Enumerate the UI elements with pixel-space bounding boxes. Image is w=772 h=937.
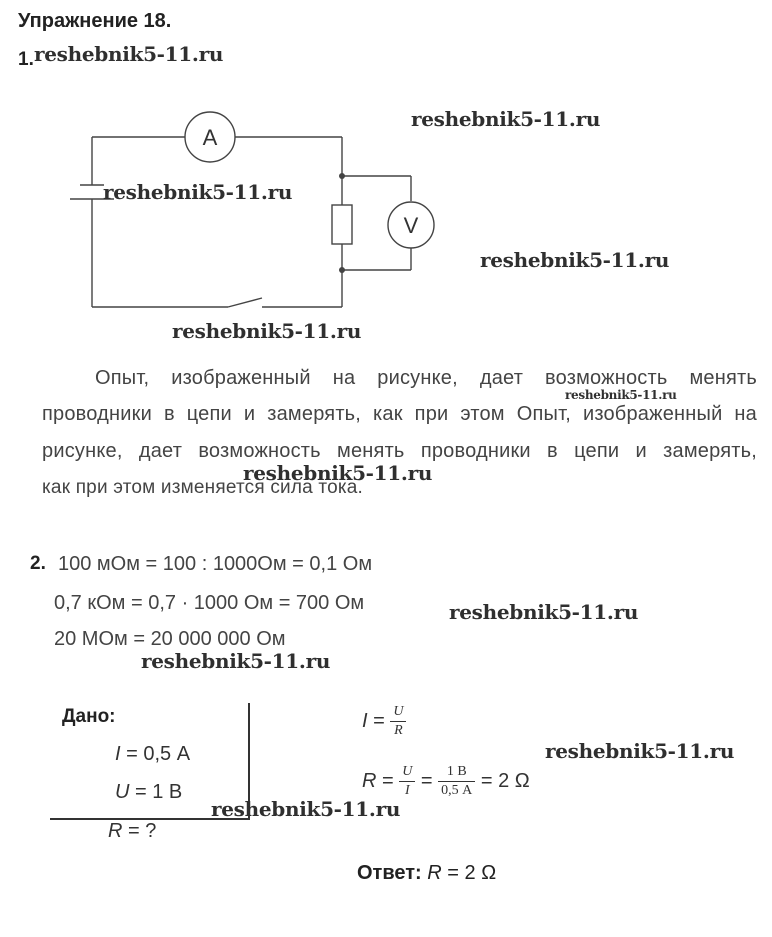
paragraph-line-1: Опыт, изображенный на рисунке, дает возможность менять [95,367,757,389]
paragraph-line-4: как при этом изменяется сила тока. [42,477,364,498]
watermark: reshebnik5-11.ru [141,649,331,673]
fraction-values: $\frac{1 В}{0,5 А}$ [438,764,475,799]
exercise-title: Упражнение 18. [18,10,172,32]
junction-bottom [339,267,345,273]
watermark: reshebnik5-11.ru [211,797,401,821]
fraction-u-over-i: $\frac{U}{I}$ [399,764,415,799]
paragraph-line-3: рисунке, дает возможность менять проводники в цепи и замерять, [42,440,757,462]
ohm-law-formula: I = $\frac{U}{R}$ [362,704,406,739]
watermark: reshebnik5-11.ru [449,600,639,624]
given-current: I = 0,5 А [115,743,191,765]
answer-line: Ответ: R = 2 Ω [357,862,497,884]
paragraph-line-2: проводники в цепи и замерять, как при этом Опыт, изображенный на [42,403,757,425]
fraction-u-over-r: $\frac{U}{R}$ [390,704,406,739]
resistor [332,205,352,244]
voltmeter [388,202,434,248]
resistance-calculation: R = $\frac{U}{I}$ = $\frac{1 В}{0,5 А}$ = 2 Ω [362,764,530,798]
conversion-line-2: 0,7 кОм = 0,7 · 1000 Ом = 700 Ом [54,592,365,614]
ammeter-label: A [202,125,218,150]
switch-blade [228,298,262,307]
junction-top [339,173,345,179]
watermark: reshebnik5-11.ru [172,319,362,343]
given-voltage: U = 1 В [115,781,183,803]
watermark: reshebnik5-11.ru [103,180,293,204]
watermark: reshebnik5-11.ru [243,461,433,485]
conversion-line-1: 100 мОм = 100 : 1000Ом = 0,1 Ом [58,553,373,575]
watermark: reshebnik5-11.ru [411,107,601,131]
conversion-line-3: 20 МОм = 20 000 000 Ом [54,628,286,650]
section-2-number: 2. [30,553,46,574]
given-heading: Дано: [62,706,116,727]
find-resistance: R = ? [108,820,157,842]
ammeter [185,112,235,162]
watermark-small: reshebnik5-11.ru [565,388,677,402]
voltmeter-label: V [403,213,419,238]
watermark: reshebnik5-11.ru [34,42,224,66]
watermark: reshebnik5-11.ru [545,739,735,763]
section-1-number: 1. [18,49,34,70]
watermark: reshebnik5-11.ru [480,248,670,272]
